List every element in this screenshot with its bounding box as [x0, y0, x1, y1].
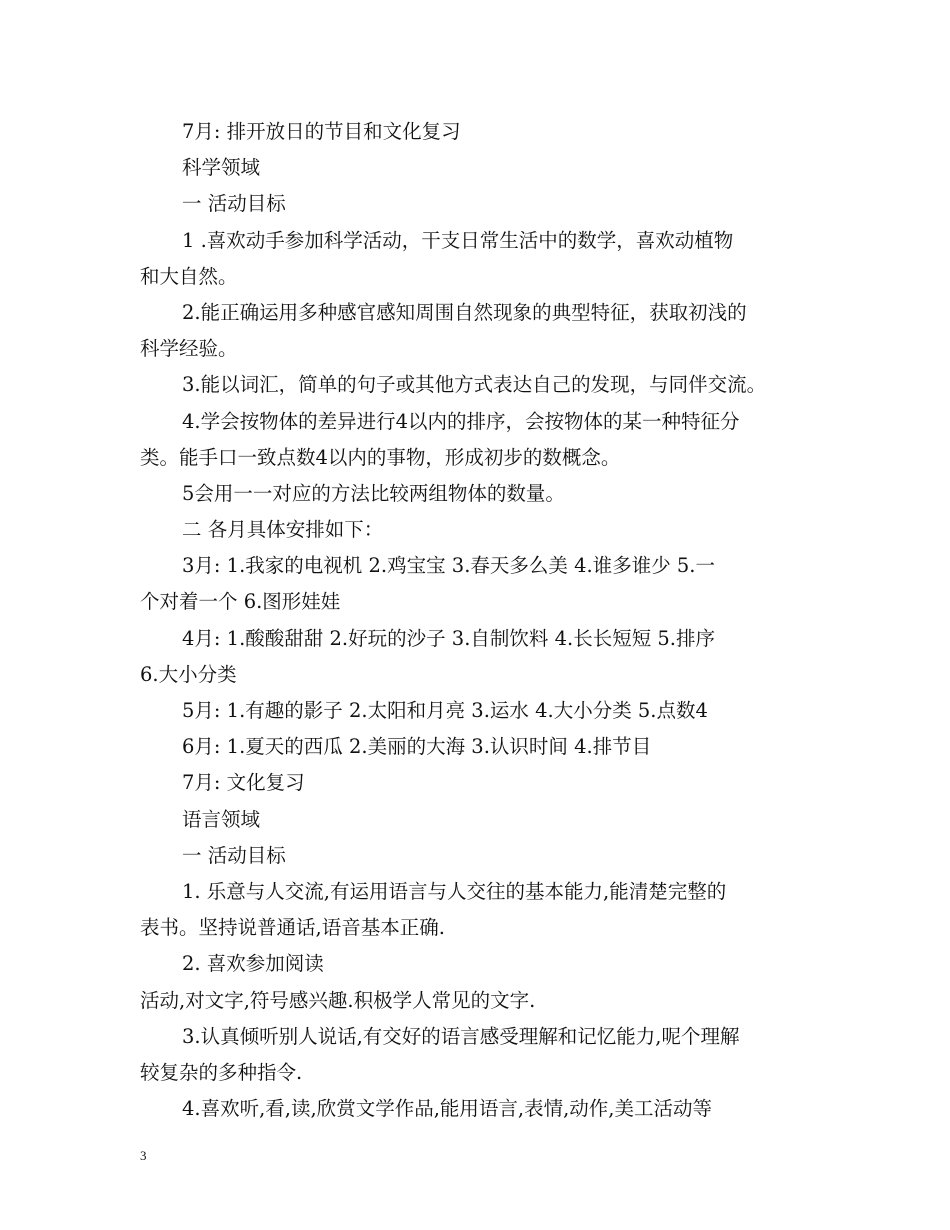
text-line: 活动,对文字,符号感兴趣.积极学人常见的文字. — [140, 988, 536, 1012]
text-line: 2. 喜欢参加阅读 — [182, 952, 324, 976]
text-line: 4月: 1.酸酸甜甜 2.好玩的沙子 3.自制饮料 4.长长短短 5.排序 — [182, 626, 715, 650]
text-line: 2.能正确运用多种感官感知周围自然现象的典型特征，获取初浅的 — [182, 300, 747, 324]
text-line: 语言领域 — [182, 807, 261, 831]
text-line: 4.学会按物体的差异进行4以内的排序，会按物体的某一种特征分 — [182, 409, 740, 433]
text-line: 5月: 1.有趣的影子 2.太阳和月亮 3.运水 4.大小分类 5.点数4 — [182, 699, 708, 722]
text-line: 类。能手口一致点数4以内的事物，形成初步的数概念。 — [140, 445, 621, 469]
document-body — [140, 114, 818, 1127]
text-line: 二 各月具体安排如下： — [182, 518, 384, 542]
text-line: 7月: 文化复习 — [182, 771, 305, 795]
text-line: 和大自然。 — [140, 264, 238, 288]
text-line: 6月: 1.夏天的西瓜 2.美丽的大海 3.认识时间 4.排节目 — [182, 735, 652, 759]
text-line: 科学领域 — [182, 156, 261, 180]
text-line: 3.认真倾听别人说话,有交好的语言感受理解和记忆能力,呢个理解 — [182, 1024, 740, 1048]
text-line: 1. 乐意与人交流,有运用语言与人交往的基本能力,能清楚完整的 — [182, 879, 727, 903]
page-number: 3 — [140, 1148, 147, 1163]
text-line: 5会用一一对应的方法比较两组物体的数量。 — [182, 481, 565, 505]
text-line: 个对着一个 6.图形娃娃 — [140, 590, 341, 614]
text-line: 6.大小分类 — [140, 662, 237, 686]
text-line: 表书。坚持说普通话,语音基本正确. — [140, 916, 445, 940]
text-line: 4.喜欢听,看,读,欣赏文学作品,能用语言,表情,动作,美工活动等 — [182, 1097, 712, 1121]
text-line: 较复杂的多种指令. — [140, 1060, 303, 1084]
text-line: 7月: 排开放日的节目和文化复习 — [182, 120, 461, 143]
text-line: 3月: 1.我家的电视机 2.鸡宝宝 3.春天多么美 4.谁多谁少 5.一 — [182, 554, 715, 578]
text-line: 一 活动目标 — [182, 192, 286, 216]
text-line: 1 .喜欢动手参加科学活动，干支日常生活中的数学，喜欢动植物 — [182, 228, 734, 252]
text-line: 科学经验。 — [140, 337, 238, 361]
text-line: 3.能以词汇，简单的句子或其他方式表达自己的发现，与同伴交流。 — [182, 373, 767, 397]
text-line: 一 活动目标 — [182, 843, 286, 867]
